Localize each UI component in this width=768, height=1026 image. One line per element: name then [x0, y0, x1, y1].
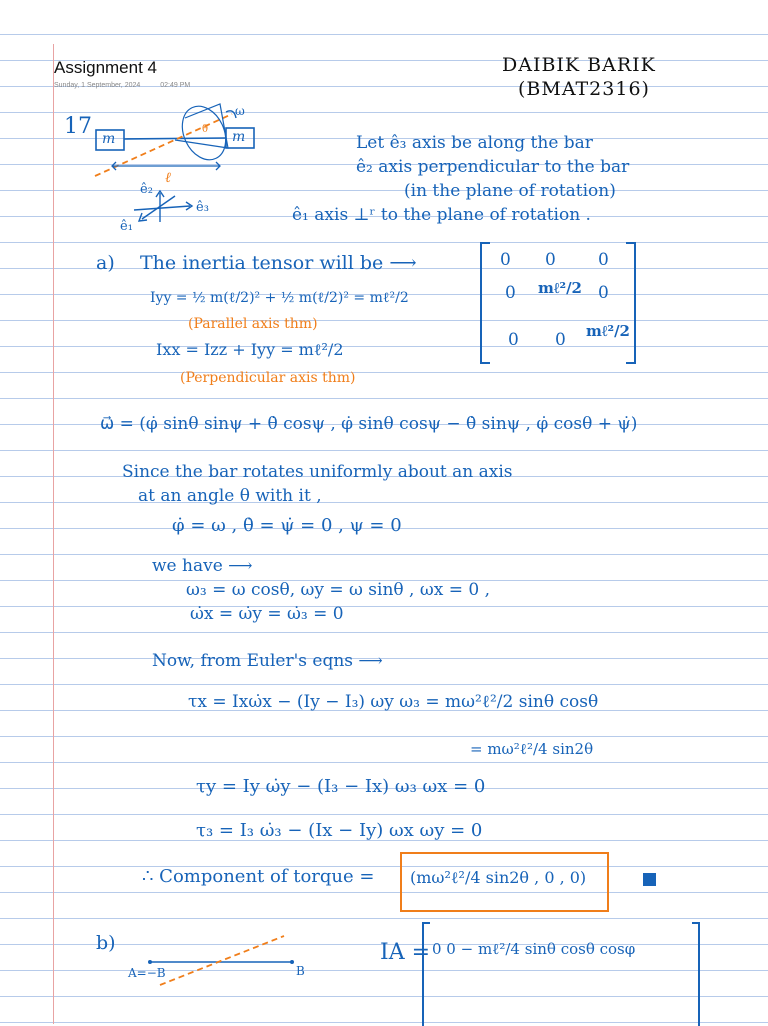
axes-line-1: Let ê₃ axis be along the bar — [356, 133, 593, 153]
page-time: 02:49 PM — [160, 82, 191, 89]
tau-x-equation: τx = Ixω̇x − (Iy − I₃) ωy ω₃ = mω²ℓ²/2 sinθ cosθ — [188, 692, 599, 712]
matrix-cell: 0 — [500, 250, 511, 270]
we-have: we have ⟶ — [152, 556, 253, 576]
page-date: Sunday, 1 September, 2024 — [54, 82, 141, 89]
iyy-equation: Iyy = ½ m(ℓ/2)² + ½ m(ℓ/2)² = mℓ²/2 — [150, 290, 409, 306]
tau-z-equation: τ₃ = I₃ ω̇₃ − (Ix − Iy) ωx ωy = 0 — [196, 820, 483, 841]
component-of-torque: ∴ Component of torque = — [142, 866, 375, 887]
matrix-cell: 0 — [508, 330, 519, 350]
parallel-axis-note: (Parallel axis thm) — [188, 316, 318, 332]
author-name: DAIBIK BARIK — [502, 54, 656, 76]
matrix-cell: 0 — [555, 330, 566, 350]
matrix-cell: mℓ²/2 — [538, 279, 582, 297]
torque-result: (mω²ℓ²/4 sin2θ , 0 , 0) — [410, 868, 587, 887]
axes-line-3: (in the plane of rotation) — [404, 181, 616, 201]
point-b-label: B — [296, 964, 305, 978]
roll-number: (BMAT2316) — [518, 78, 650, 100]
omega-dot-components: ω̇x = ω̇y = ω̇₃ = 0 — [190, 604, 344, 624]
euler-intro: Now, from Euler's eqns ⟶ — [152, 651, 383, 671]
problem-number: 17 — [64, 114, 92, 139]
theta-label: θ — [202, 124, 209, 135]
ia-first-row: 0 0 − mℓ²/4 sinθ cosθ cosφ — [432, 940, 636, 958]
part-b-label: b) — [96, 932, 116, 954]
mass-left-label: m — [102, 131, 116, 147]
inertia-intro: The inertia tensor will be ⟶ — [140, 252, 417, 274]
omega-components: ω₃ = ω cosθ, ωy = ω sinθ , ωx = 0 , — [186, 580, 490, 600]
ia-right-bracket — [692, 922, 700, 1026]
mass-right-label: m — [232, 129, 246, 145]
e3-label: ê₃ — [196, 200, 209, 215]
matrix-cell: 0 — [598, 250, 609, 270]
matrix-cell: mℓ²/2 — [586, 322, 630, 340]
matrix-cell: 0 — [505, 283, 516, 303]
axes-line-4: ê₁ axis ⊥ʳ to the plane of rotation . — [292, 205, 591, 225]
tau-y-equation: τy = Iy ω̇y − (I₃ − Ix) ω₃ ωx = 0 — [196, 776, 486, 797]
e2-label: ê₂ — [140, 182, 153, 197]
page-title: Assignment 4 — [54, 58, 157, 77]
matrix-cell: 0 — [545, 250, 556, 270]
ia-left-bracket — [422, 922, 430, 1026]
omega-label: ω — [235, 104, 245, 118]
angular-rates: φ̇ = ω , θ̇ = ψ̇ = 0 , ψ = 0 — [172, 515, 402, 536]
ia-label: IA = — [380, 940, 431, 965]
since-line-1: Since the bar rotates uniformly about an axis — [122, 462, 513, 482]
omega-vector: ω⃗ = (φ̇ sinθ sinψ + θ̇ cosψ , φ̇ sinθ cosψ − θ̇ sinψ , φ̇ cosθ + ψ̇) — [100, 414, 638, 434]
since-line-2: at an angle θ with it , — [138, 486, 322, 506]
part-a-label: a) — [96, 252, 115, 274]
axes-line-2: ê₂ axis perpendicular to the bar — [356, 157, 630, 177]
length-label: ℓ — [165, 170, 171, 186]
matrix-cell: 0 — [598, 283, 609, 303]
perpendicular-axis-note: (Perpendicular axis thm) — [180, 370, 356, 386]
e1-label: ê₁ — [120, 219, 133, 234]
ixx-equation: Ixx = Izz + Iyy = mℓ²/2 — [156, 340, 344, 359]
tau-x-simplified: = mω²ℓ²/4 sin2θ — [470, 740, 594, 758]
point-a-label: A=−B — [128, 966, 166, 980]
